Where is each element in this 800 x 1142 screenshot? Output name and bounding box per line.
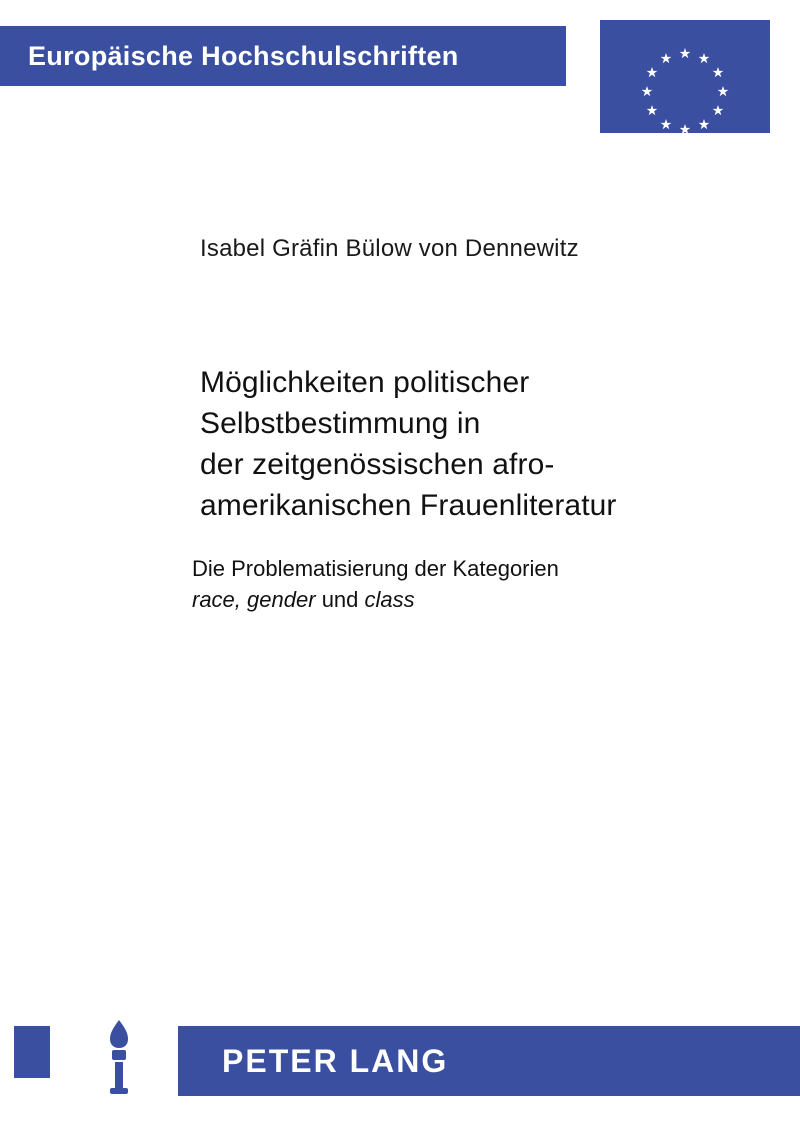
title-line-1: Möglichkeiten politischer [200, 366, 530, 399]
publisher-name: PETER LANG [222, 1042, 449, 1079]
title-line-2: Selbstbestimmung in [200, 407, 481, 440]
subtitle-line-1: Die Problematisierung der Kategorien [192, 556, 559, 581]
book-title [200, 362, 730, 526]
series-title: Europäische Hochschulschriften [28, 40, 459, 71]
publisher-accent-square [14, 1026, 50, 1078]
title-line-4: amerikanischen Frauenliteratur [200, 489, 617, 522]
bottom-margin [0, 1096, 800, 1142]
book-subtitle [192, 553, 752, 615]
author-name: Isabel Gräfin Bülow von Dennewitz [200, 235, 579, 262]
subtitle-italic-race: race, [192, 587, 241, 612]
subtitle-line-2 [192, 584, 752, 615]
subtitle-italic-gender: gender [247, 587, 316, 612]
eu-flag [600, 20, 770, 133]
subtitle-connector: und [321, 587, 359, 612]
series-banner [0, 26, 566, 86]
title-line-3: der zeitgenössischen afro- [200, 448, 555, 481]
publisher-bar [178, 1026, 800, 1096]
subtitle-italic-class: class [364, 587, 415, 612]
